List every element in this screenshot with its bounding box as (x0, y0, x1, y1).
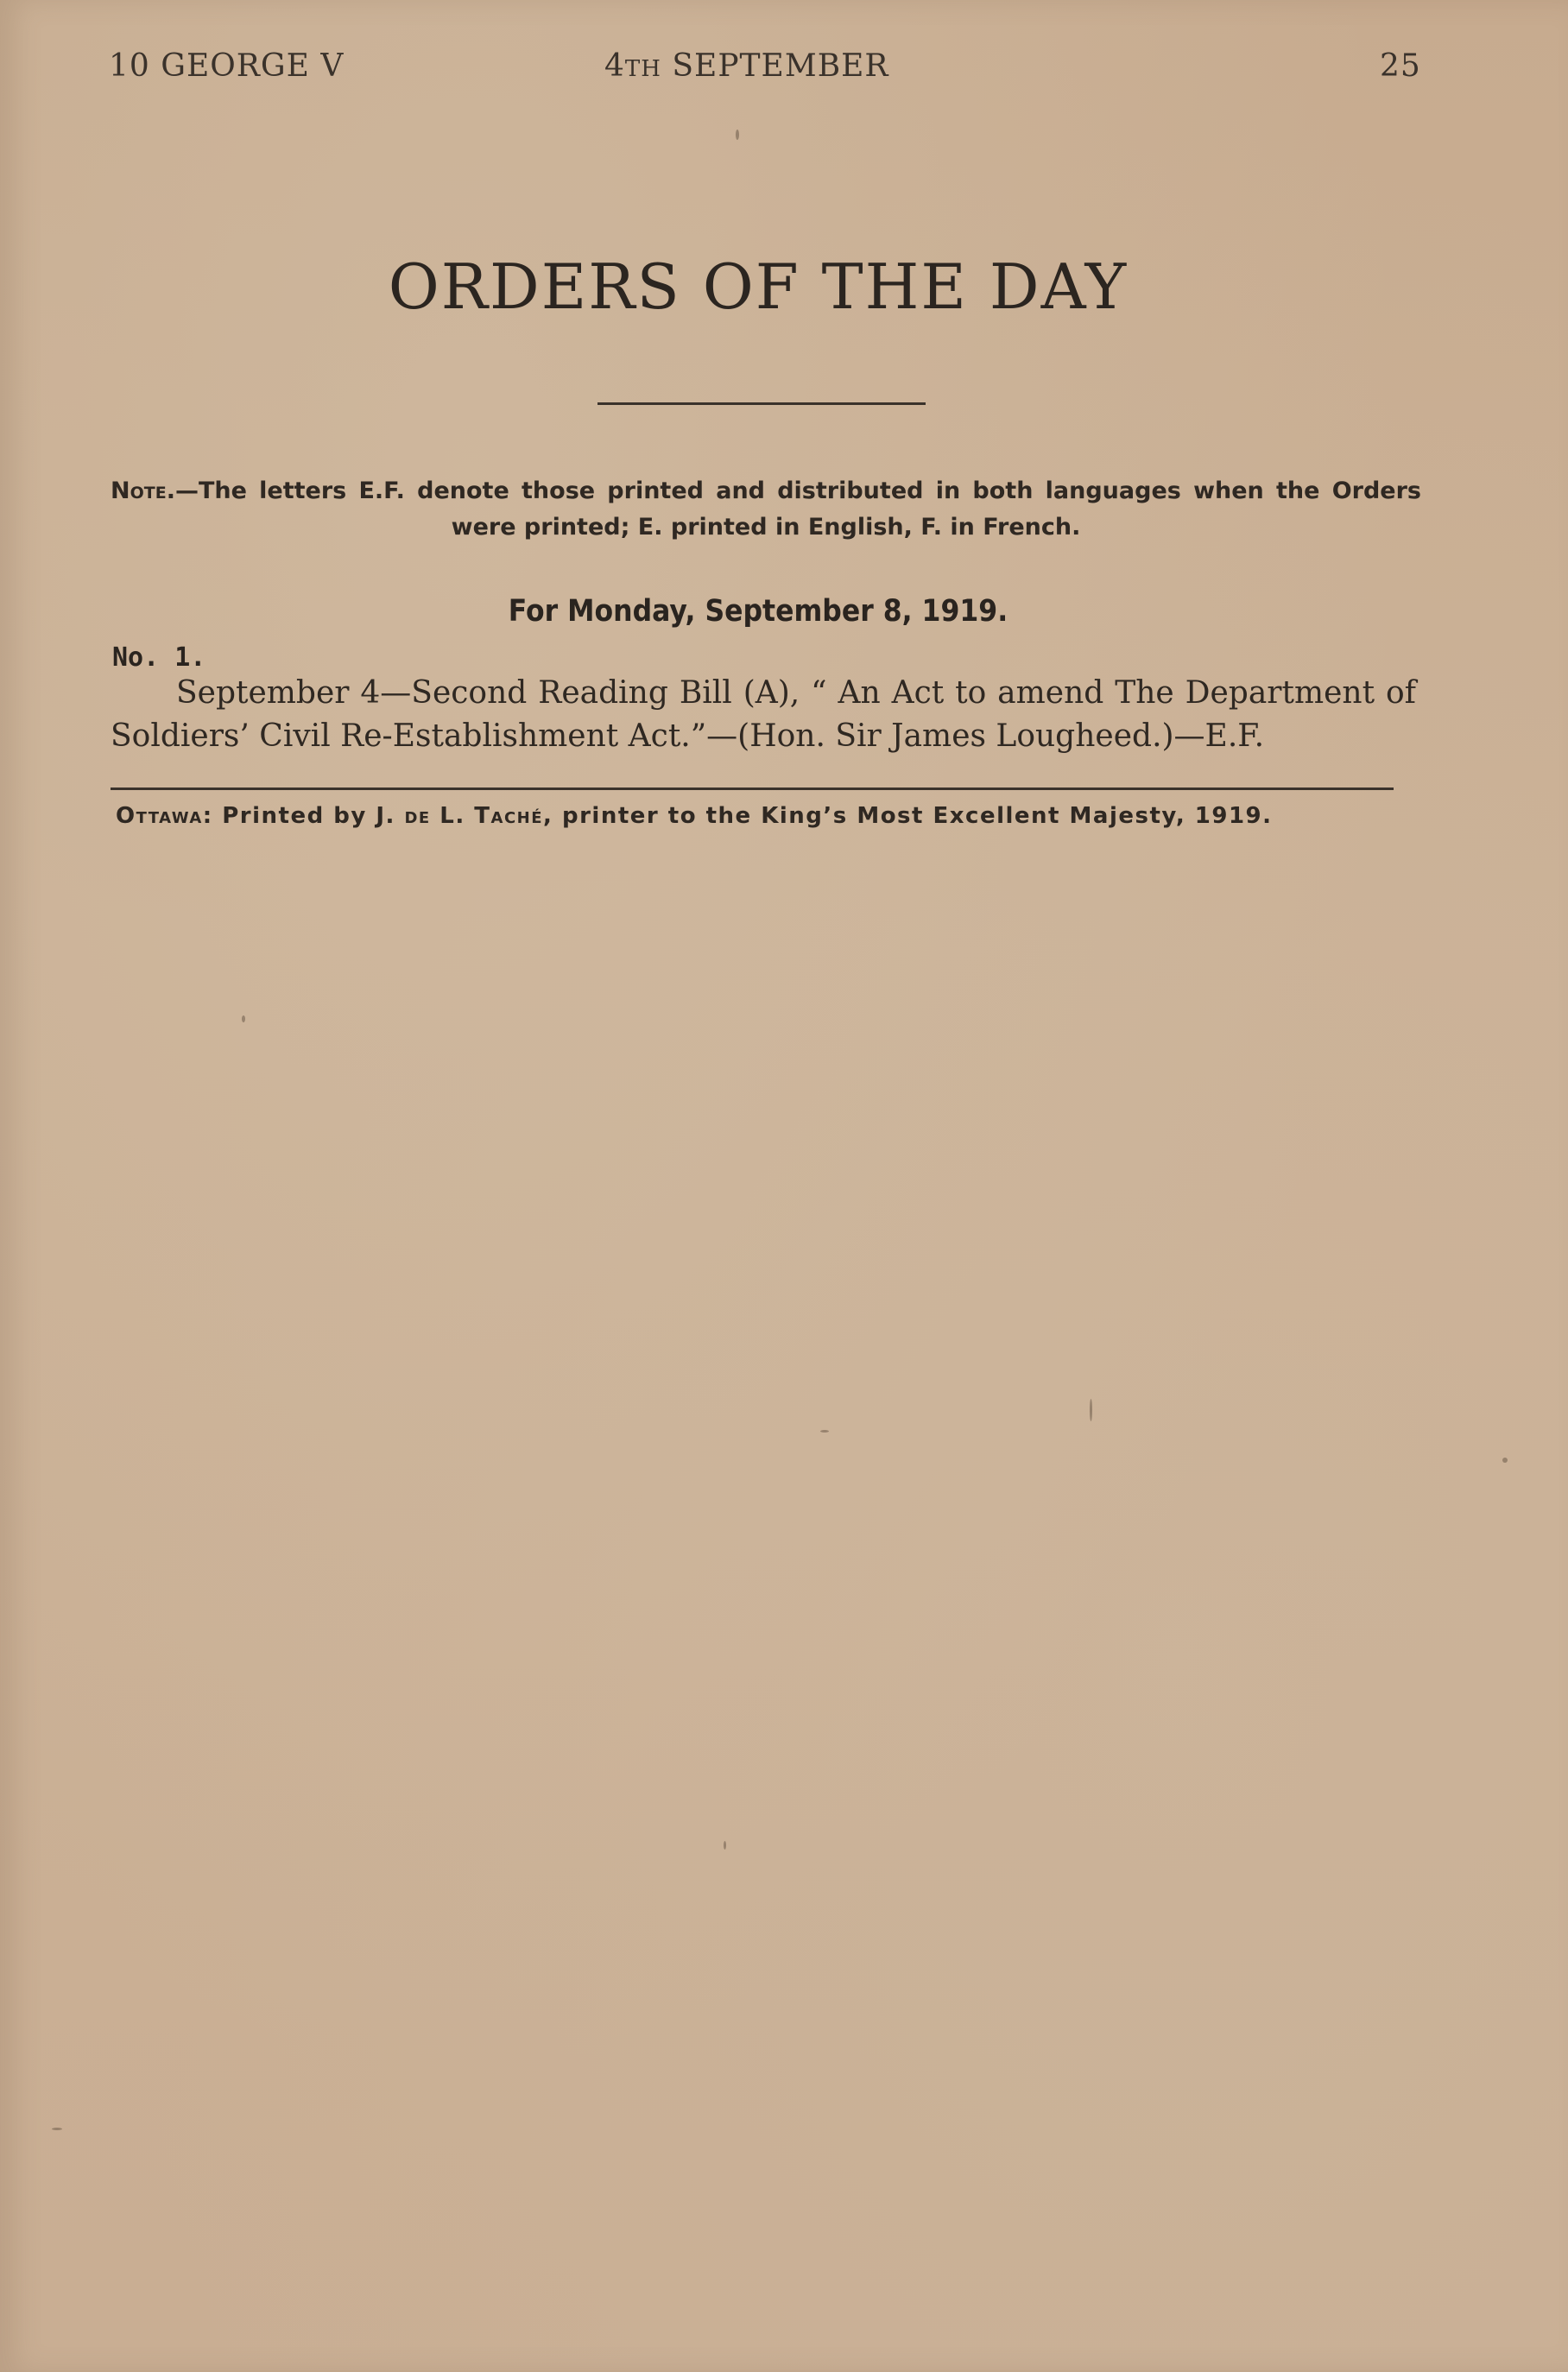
paper-speck (1090, 1399, 1092, 1421)
running-head-day: 4 (604, 48, 625, 84)
paper-speck (736, 130, 739, 140)
order-text: September 4—Second Reading Bill (A), “ An Act to amend The Department of Soldiers’ Civil Re-Establishment Act.”—(Hon. Sir James Lougheed.)—E.F. (111, 675, 1416, 754)
paper-speck (724, 1841, 726, 1850)
order-number: No. 1. (112, 642, 206, 673)
imprint-text-2: L. (430, 803, 475, 829)
page-number: 25 (1380, 48, 1421, 84)
running-head-date (604, 48, 889, 84)
imprint-particle: de (404, 803, 431, 829)
running-head-ordinal-suffix: TH (624, 56, 661, 82)
page-title: ORDERS OF THE DAY (388, 250, 1129, 323)
title-divider (597, 402, 926, 405)
note-lead: Note. (111, 478, 175, 504)
imprint-divider (111, 788, 1394, 790)
note-paragraph (111, 473, 1421, 546)
imprint-printer-name: Taché (474, 803, 544, 829)
paper-speck (242, 1015, 245, 1022)
running-head-month: SEPTEMBER (672, 48, 889, 84)
note-text: —The letters E.F. denote those printed and distributed in both languages when the Orders were printed; E. printed in English, F. in French. (174, 478, 1421, 541)
sitting-heading: For Monday, September 8, 1919. (508, 594, 1008, 629)
running-head-regnal-year: 10 GEORGE V (109, 48, 345, 84)
paper-speck (820, 1430, 829, 1433)
paper-speck (1502, 1458, 1508, 1463)
printer-imprint (116, 803, 1419, 829)
imprint-place: Ottawa (116, 803, 203, 829)
imprint-text-3: , printer to the King’s Most Excellent Majesty, 1919. (543, 803, 1273, 829)
paper-speck (52, 2128, 62, 2130)
imprint-text-1: : Printed by J. (202, 803, 405, 829)
